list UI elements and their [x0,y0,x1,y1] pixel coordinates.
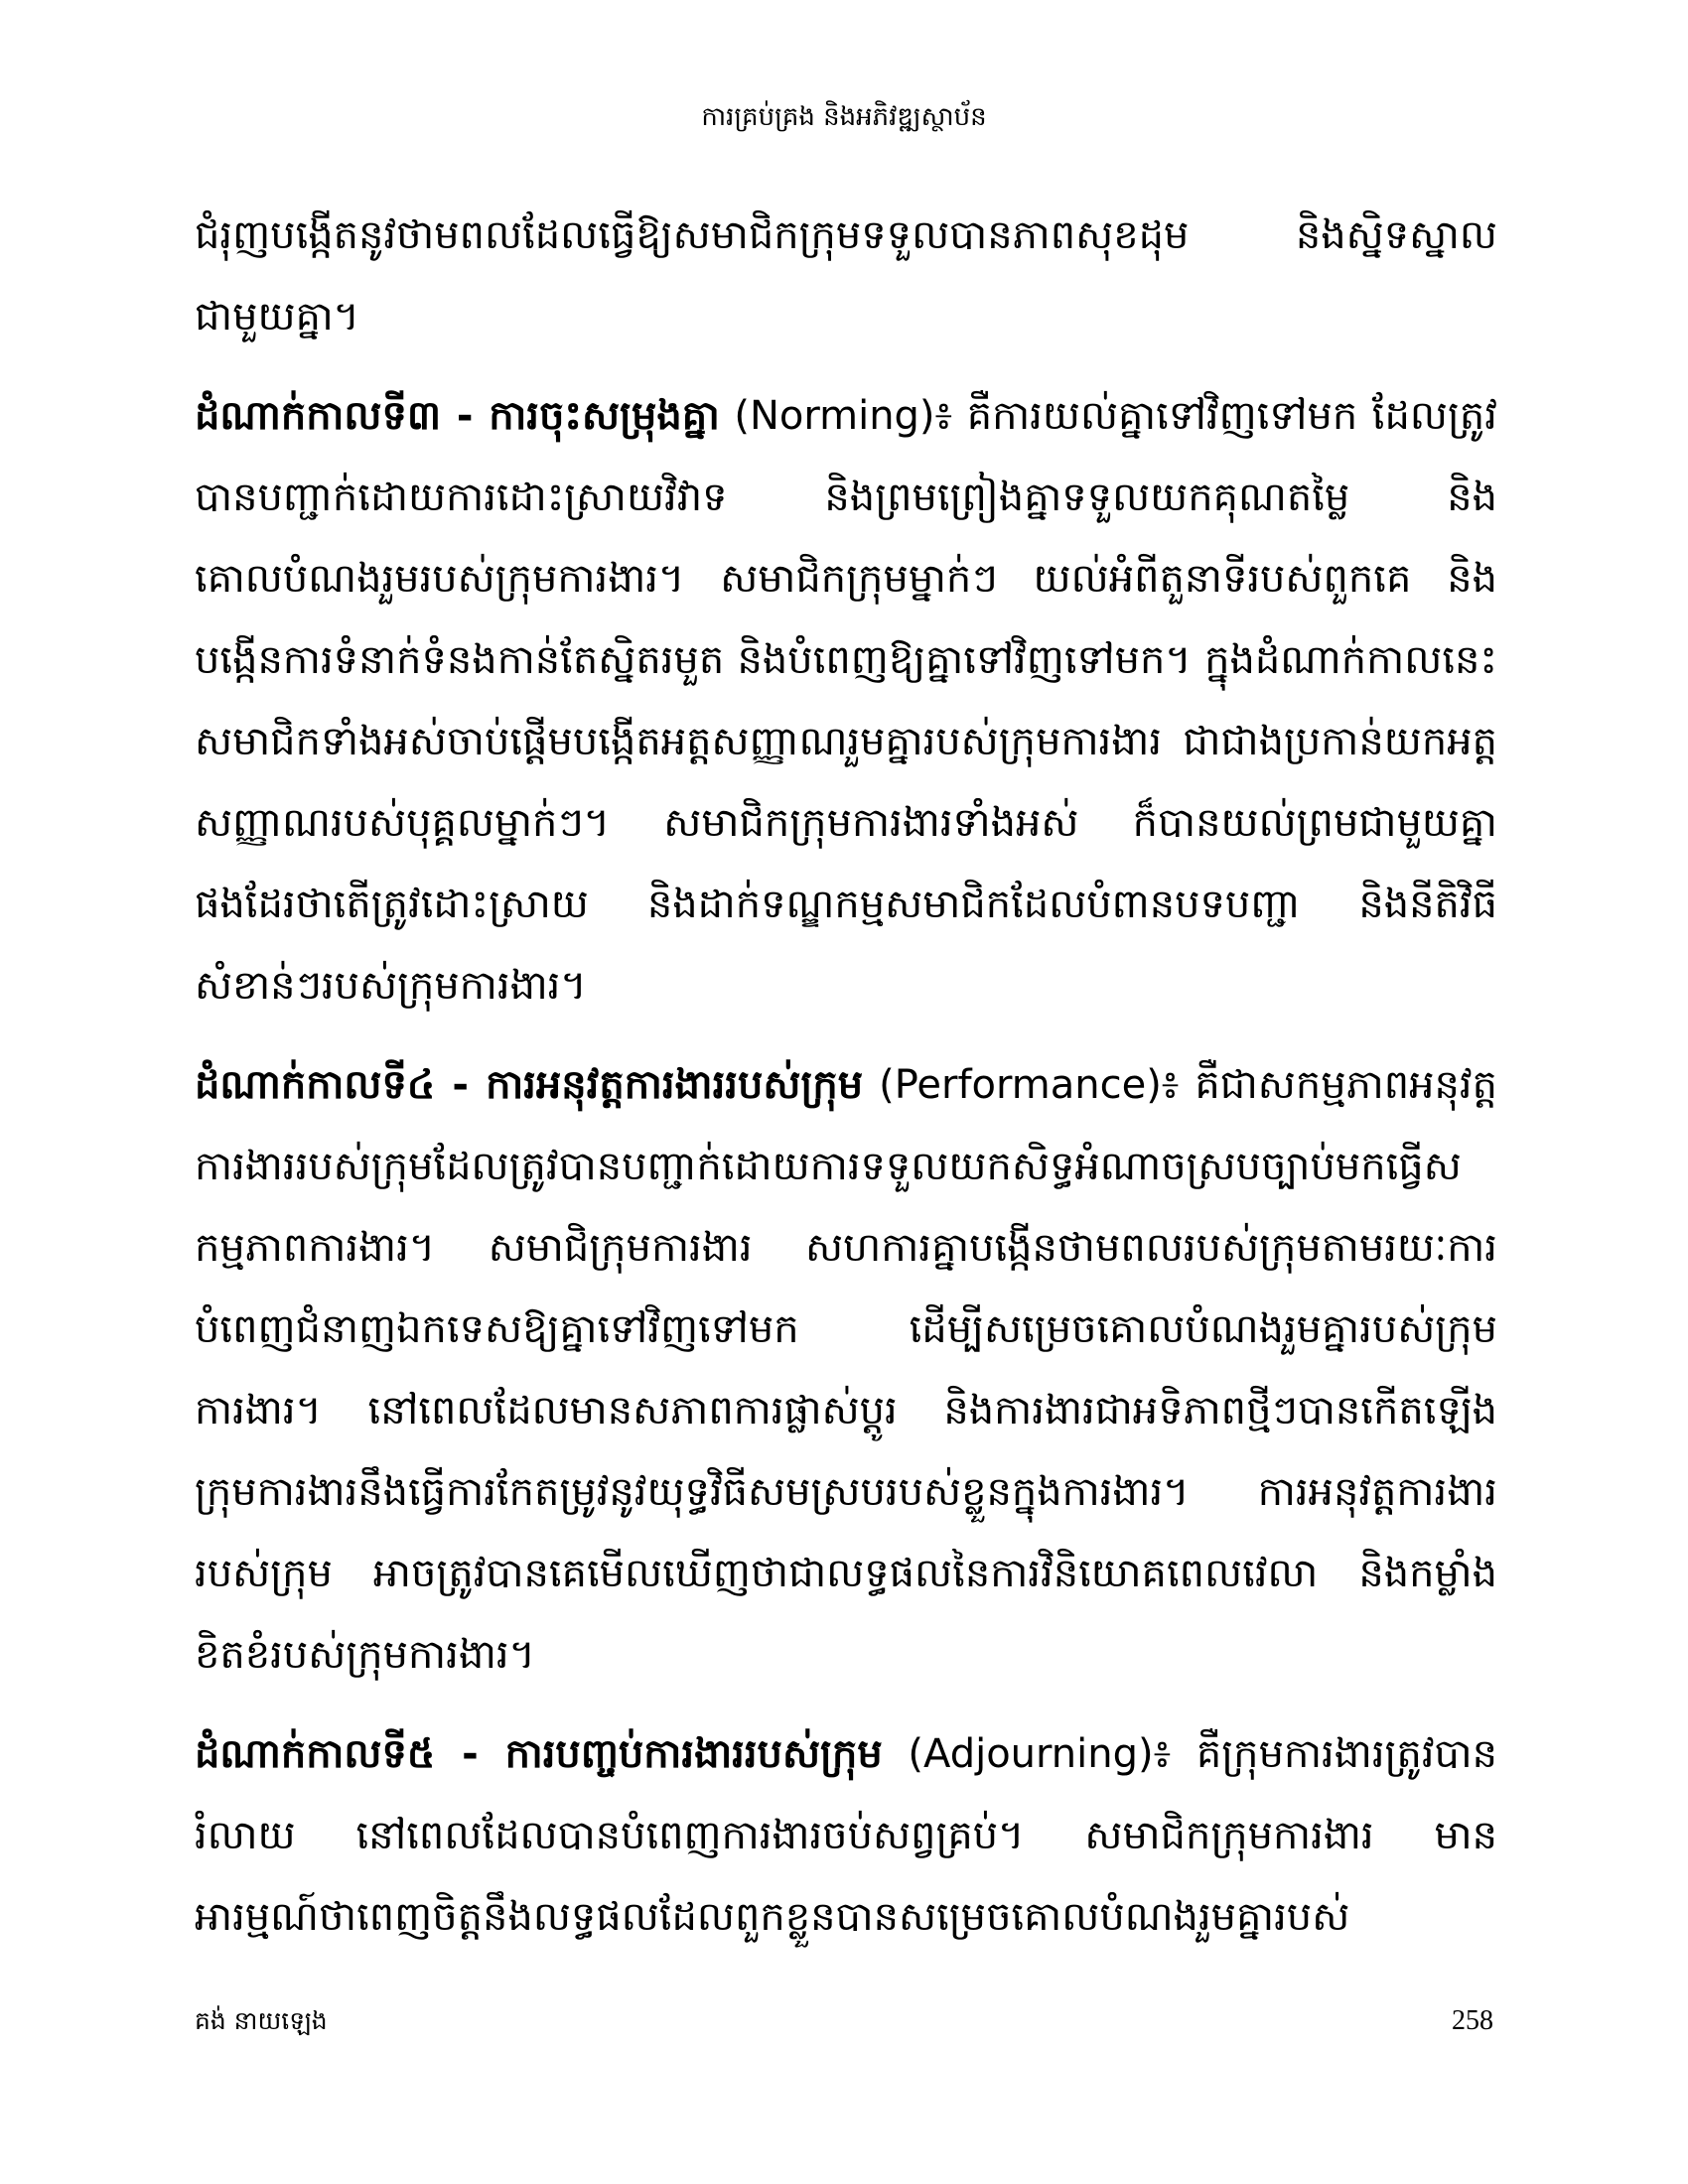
stage-heading: ដំណាក់កាលទី៣ - ការចុះសម្រុងគ្នា [195,393,720,439]
page-number: 258 [1452,2005,1493,2036]
page-body [195,195,1497,1976]
stage-heading: ដំណាក់កាលទី៤ - ការអនុវត្តការងាររបស់ក្រុម [195,1062,864,1108]
paragraph-text: គឺជាសកម្មភាពអនុវត្តការងាររបស់ក្រុមដែលត្រូវបានបញ្ជាក់ដោយការទទួលយកសិទ្ធអំណាចស្របច្បាប់មកធ្វើសកម្មភាពការងារ។ សមាជិក្រុមការងារ សហការគ្នាបង្កើនថាមពលរបស់ក្រុមតាមរយៈការបំពេញជំនាញឯកទេសឱ្យគ្នាទៅវិញទៅមក ដើម្បីសម្រេចគោលបំណងរួមគ្នារបស់ក្រុមការងារ។ នៅពេលដែលមានសភាពការផ្លាស់ប្តូរ និងការងារជាអទិភាពថ្មីៗបានកើតឡើង ក្រុមការងារនឹងធ្វើការកែតម្រូវនូវយុទ្ធវិធីសមស្របរបស់ខ្លួនក្នុងការងារ។ ការអនុវត្តការងាររបស់ក្រុម អាចត្រូវបានគេមើលឃើញថាជាលទ្ធផលនៃការវិនិយោគពេលវេលា និងកម្លាំងខិតខំរបស់ក្រុមការងារ។ [195,1062,1497,1678]
paragraph-stage-5-adjourning [195,1713,1497,1958]
footer-author: គង់ នាយឡេង [195,2006,328,2035]
paragraph-stage-4-performance [195,1044,1497,1696]
paragraph-continuation [195,195,1497,357]
paragraph-text: ជំរុញបង្កើតនូវថាមពលដែលធ្វើឱ្យសមាជិកក្រុមទទួលបានភាពសុខដុម និងស្និទស្នាលជាមួយគ្នា។ [195,212,1497,340]
paragraph-text: គឺការយល់គ្នាទៅវិញទៅមក ដែលត្រូវបានបញ្ជាក់ដោយការដោះស្រាយវិវាទ និងព្រមព្រៀងគ្នាទទួលយកគុណតម្លៃ និងគោលបំណងរួមរបស់ក្រុមការងារ។ សមាជិកក្រុមម្នាក់ៗ យល់អំពីតួនាទីរបស់ពួកគេ និងបង្កើនការទំនាក់ទំនងកាន់តែស្និតរមួត និងបំពេញឱ្យគ្នាទៅវិញទៅមក។ ក្នុងដំណាក់កាលនេះ សមាជិកទាំងអស់ចាប់ផ្តើមបង្កើតអត្តសញ្ញាណរួមគ្នារបស់ក្រុមការងារ ជាជាងប្រកាន់យកអត្តសញ្ញាណរបស់បុគ្គលម្នាក់ៗ។ សមាជិកក្រុមការងារទាំងអស់ ក៏បានយល់ព្រមជាមួយគ្នាផងដែរថាតើត្រូវដោះស្រាយ និងដាក់ទណ្ឌកម្មសមាជិកដែលបំពានបទបញ្ជា និងនីតិវិធីសំខាន់ៗរបស់ក្រុមការងារ។ [195,393,1497,1009]
stage-term: (Performance)៖ [863,1062,1196,1108]
stage-heading: ដំណាក់កាលទី៥ - ការបញ្ចប់ការងាររបស់ក្រុម [195,1731,883,1777]
running-header: ការគ្រប់គ្រង និងអភិវឌ្ឍស្ថាប័ន [701,102,987,132]
stage-term: (Adjourning)៖ [882,1731,1196,1777]
stage-term: (Norming)៖ [719,393,967,439]
paragraph-text: គឺក្រុមការងារត្រូវបានរំលាយ នៅពេលដែលបានបំពេញការងារចប់សព្វគ្រប់។ សមាជិកក្រុមការងារ មានអារម្មណ៍ថាពេញចិត្តនឹងលទ្ធផលដែលពួកខ្លួនបានសម្រេចគោលបំណងរួមគ្នារបស់ [195,1731,1497,1940]
paragraph-stage-3-norming [195,375,1497,1026]
